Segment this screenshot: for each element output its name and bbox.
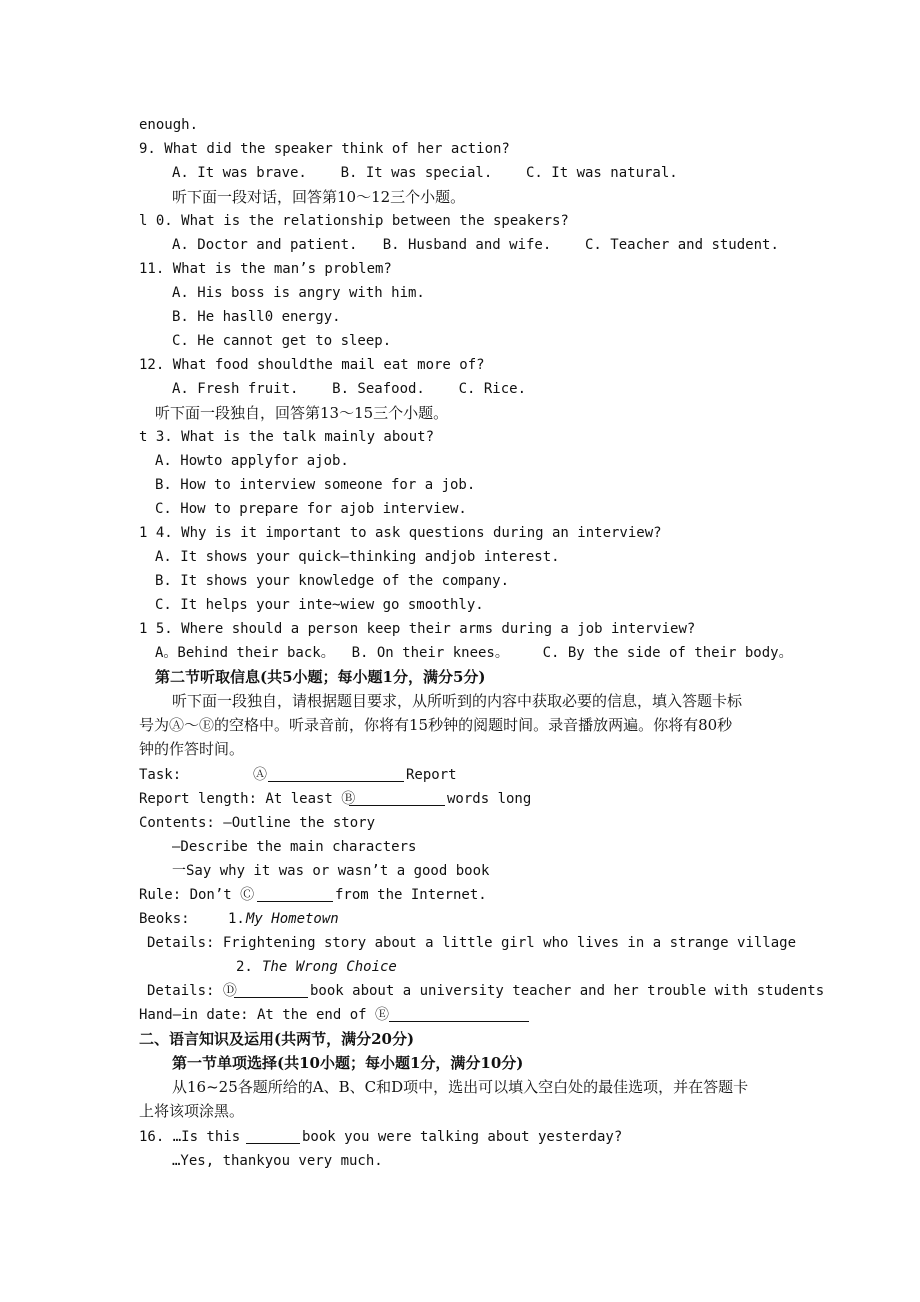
section-instruction: 听下面一段独自，回答第13～15三个小题。 [155,404,449,422]
option-14b: B. It shows your knowledge of the company. [155,573,510,589]
hand-in-label: Hand—in date: At the end of Ⓔ [139,1007,390,1023]
section-heading: 第二节听取信息(共5小题；每小题1分，满分5分) [155,668,486,686]
question-15: 1 5. Where should a person keep their arms during a job interview? [139,621,696,637]
details-2-suffix: book about a university teacher and her trouble with students [310,983,825,999]
blank-d [234,984,308,998]
question-10: l 0. What is the relationship between the speakers? [139,213,569,229]
book-2-title: The Wrong Choice [262,959,397,975]
option-13c: C. How to prepare for ajob interview. [155,501,467,517]
book-2-number: 2. [236,959,253,975]
question-14: 1 4. Why is it important to ask questions during an interview? [139,525,662,541]
details-2-label: Details: Ⓓ [147,983,237,999]
book-1-title: My Hometown [246,911,339,927]
rule-suffix: from the Internet. [335,887,487,903]
question-13: t 3. What is the talk mainly about? [139,429,435,445]
options-9: A. It was brave. B. It was special. C. It was natural. [172,165,678,181]
section-instruction: 听下面一段对话，回答第10～12三个小题。 [172,188,466,206]
blank-a-marker: Ⓐ [253,767,267,783]
details-1: Details: Frightening story about a little girl who lives in a strange village [147,935,797,951]
option-14a: A. It shows your quick—thinking andjob interest. [155,549,560,565]
task-label: Task: [139,767,182,783]
blank-c [257,888,333,902]
option-11a: A. His boss is angry with him. [172,285,425,301]
option-13a: A. Howto applyfor ajob. [155,453,349,469]
options-12: A. Fresh fruit. B. Seafood. C. Rice. [172,381,527,397]
question-9: 9. What did the speaker think of her action? [139,141,510,157]
question-12: 12. What food shouldthe mail eat more of? [139,357,485,373]
contents-line: —Describe the main characters [172,839,417,855]
books-label: Beoks: [139,911,190,927]
paragraph-line: 上将该项涂黑。 [139,1102,245,1120]
paragraph-line: 听下面一段独自，请根据题目要求，从所听到的内容中获取必要的信息，填入答题卡标 [172,692,743,710]
option-14c: C. It helps your inte~wiew go smoothly. [155,597,484,613]
options-10: A. Doctor and patient. B. Husband and wife. C. Teacher and student. [172,237,779,253]
task-suffix: Report [406,767,457,783]
question-16-reply: …Yes, thankyou very much. [172,1153,383,1169]
blank-b [349,792,445,806]
blank-e [389,1008,529,1022]
contents-line: 一Say why it was or wasn’t a good book [172,863,490,879]
report-length-label: Report length: At least Ⓑ [139,791,356,807]
option-11b: B. He hasll0 energy. [172,309,341,325]
paragraph-line: 从16~25各题所给的A、B、C和D项中，选出可以填入空白处的最佳选项，并在答题卡 [172,1078,749,1096]
blank-16 [246,1130,300,1144]
paragraph-line: 钟的作答时间。 [139,740,245,758]
blank-a [268,768,404,782]
question-16-prefix: 16. …Is this [139,1129,241,1145]
option-13b: B. How to interview someone for a job. [155,477,476,493]
options-15: A。Behind their back。 B. On their knees。 C. By the side of their body。 [155,645,793,661]
section-heading: 第一节单项选择(共10小题；每小题1分，满分10分) [172,1054,524,1072]
part-heading: 二、语言知识及运用(共两节，满分20分) [139,1030,415,1048]
book-1-number: 1. [228,911,245,927]
report-length-suffix: words long [447,791,532,807]
question-11: 11. What is the man’s problem? [139,261,392,277]
contents-line: Contents: —Outline the story [139,815,376,831]
rule-label: Rule: Don’t Ⓒ [139,887,255,903]
option-11c: C. He cannot get to sleep. [172,333,392,349]
paragraph-line: 号为Ⓐ～Ⓔ的空格中。听录音前，你将有15秒钟的阅题时间。录音播放两遍。你将有80秒 [139,716,733,734]
question-16-suffix: book you were talking about yesterday? [302,1129,623,1145]
text-line: enough. [139,117,199,133]
